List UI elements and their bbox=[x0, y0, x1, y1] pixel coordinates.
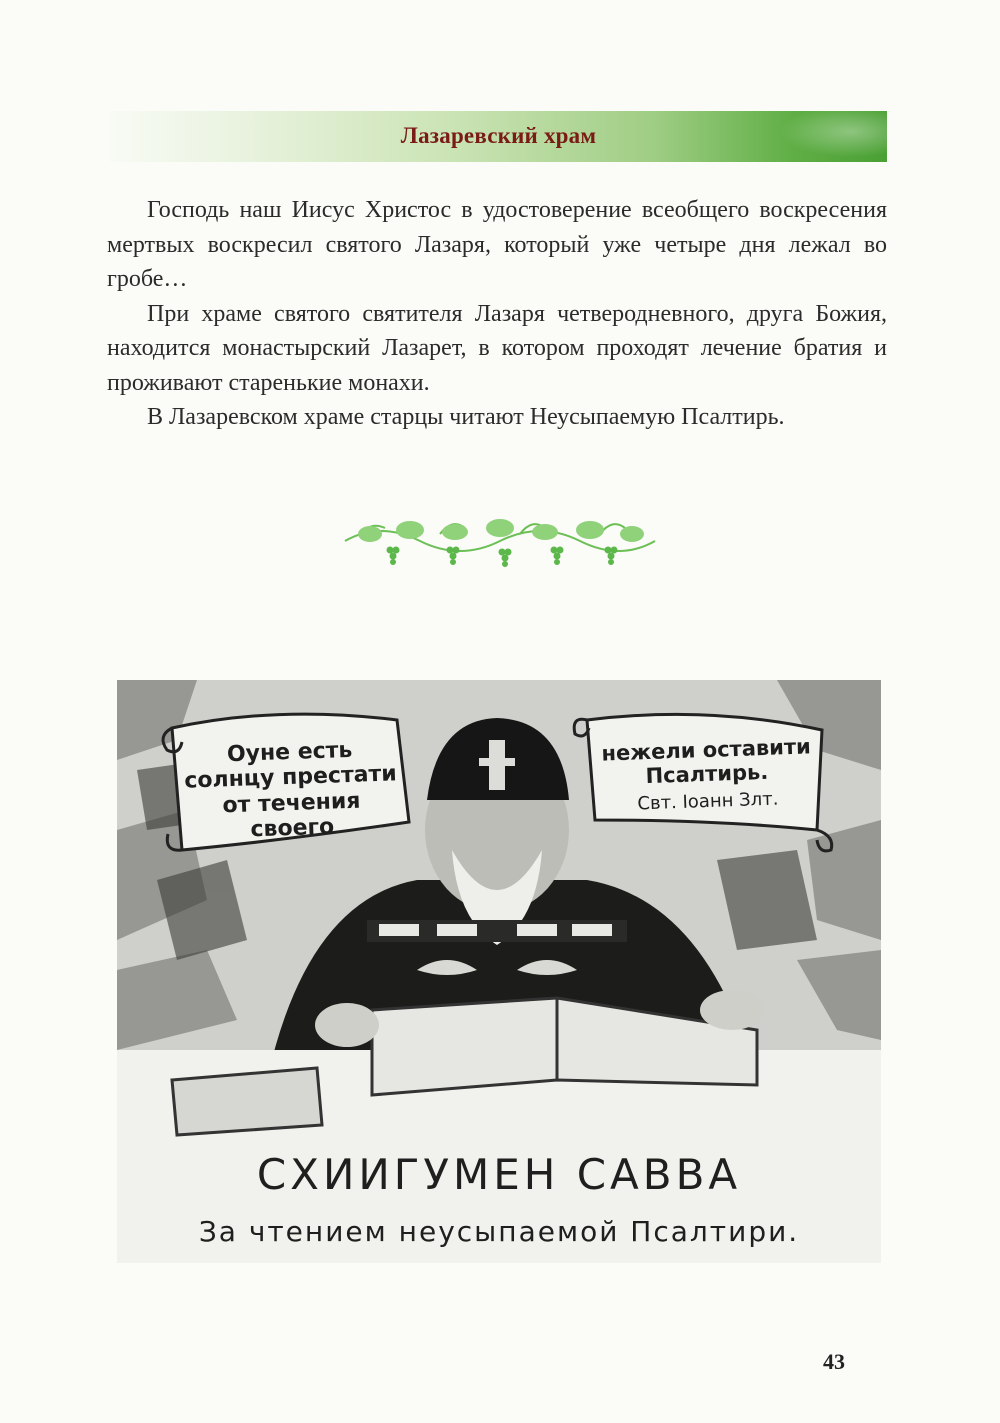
banner-right-line: нежели оставити Псалтирь. bbox=[601, 734, 812, 789]
paragraph-3: В Лазаревском храме старцы читают Неусыпаемую Псалтирь. bbox=[147, 404, 785, 430]
body-text bbox=[107, 193, 887, 435]
banner-left-text: Оуне есть солнцу престати от течения своего bbox=[183, 737, 398, 843]
paragraph-2: При храме святого святителя Лазаря четверодневного, друга Божия, находится монастырский Лазарет, в котором проходят лечение братия и проживают старенькие монахи. bbox=[107, 300, 887, 396]
photo-caption-subtitle: За чтением неусыпаемой Псалтири. bbox=[198, 1215, 800, 1248]
page-number: 43 bbox=[823, 1349, 845, 1374]
grapevine-ornament-icon bbox=[340, 506, 660, 576]
photo-caption-title: СХИИГУМЕН САВВА bbox=[256, 1150, 742, 1199]
paragraph-1: Господь наш Иисус Христос в удостоверение всеобщего воскресения мертвых воскресил святого Лазаря, который уже четыре дня лежал во гробе… bbox=[107, 197, 887, 292]
section-header-band bbox=[110, 111, 887, 162]
banner-right-text bbox=[596, 734, 818, 817]
photo-schiigumen-savva bbox=[117, 680, 881, 1263]
section-title: Лазаревский храм bbox=[400, 123, 597, 148]
banner-right-signature: Свт. Іоанн Злт. bbox=[637, 788, 779, 815]
